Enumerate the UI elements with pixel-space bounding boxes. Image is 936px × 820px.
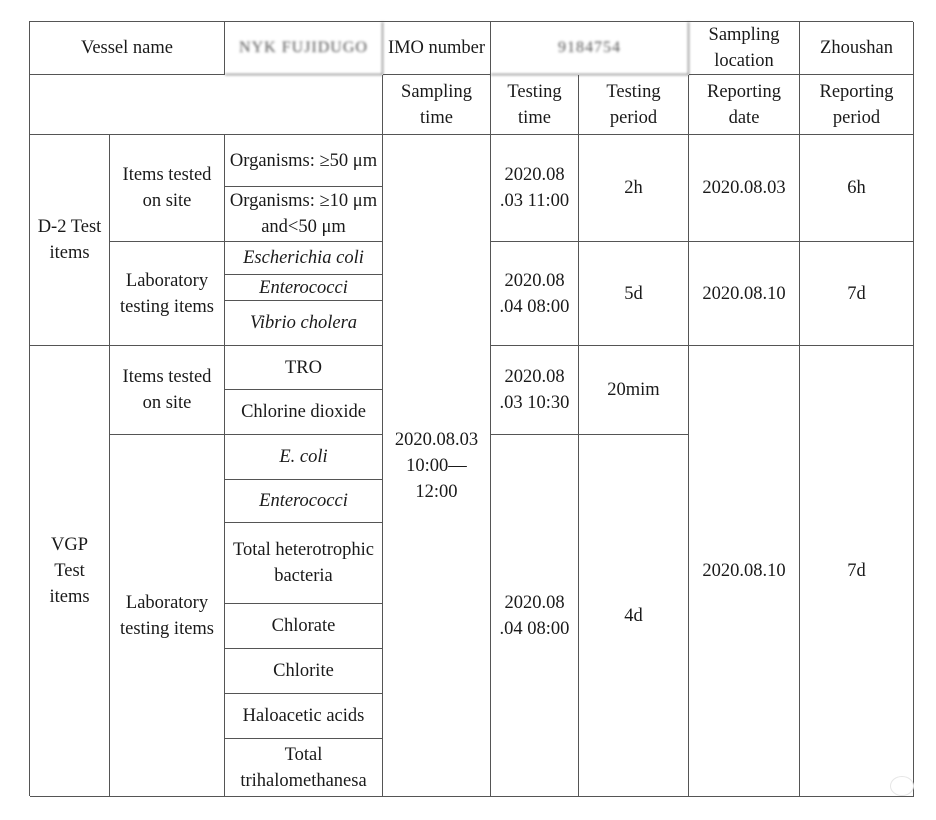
- sampling-location-value: Zhoushan: [800, 22, 914, 75]
- vgp-lab-item: Chlorate: [225, 604, 383, 649]
- d2-onsite-label: Items tested on site: [110, 135, 225, 242]
- vgp-lab-item: Haloacetic acids: [225, 694, 383, 739]
- d2-section-label: D-2 Test items: [30, 135, 110, 346]
- vgp-onsite-item: TRO: [225, 346, 383, 390]
- reporting-date-header: Reporting date: [689, 75, 800, 135]
- vessel-name-label: Vessel name: [30, 22, 225, 75]
- sampling-location-label: Sampling location: [689, 22, 800, 75]
- d2-lab-item: Vibrio cholera: [225, 301, 383, 346]
- vgp-onsite-testing-time: 2020.08 .03 10:30: [491, 346, 579, 435]
- vgp-onsite-label: Items tested on site: [110, 346, 225, 435]
- d2-lab-reporting-period: 7d: [800, 242, 914, 346]
- vgp-lab-item: E. coli: [225, 435, 383, 480]
- blank-header-cell: [30, 75, 383, 135]
- d2-lab-testing-period: 5d: [579, 242, 689, 346]
- testing-time-header: Testing time: [491, 75, 579, 135]
- d2-lab-label: Laboratory testing items: [110, 242, 225, 346]
- d2-onsite-item: Organisms: ≥10 μm and<50 μm: [225, 187, 383, 242]
- vessel-name-value: NYK FUJIDUGO: [225, 22, 383, 75]
- imo-number-value: 9184754: [491, 22, 689, 75]
- vgp-lab-label: Laboratory testing items: [110, 435, 225, 797]
- imo-number-label: IMO number: [383, 22, 491, 75]
- reporting-period-header: Reporting period: [800, 75, 914, 135]
- testing-period-header: Testing period: [579, 75, 689, 135]
- d2-onsite-reporting-period: 6h: [800, 135, 914, 242]
- d2-onsite-reporting-date: 2020.08.03: [689, 135, 800, 242]
- d2-lab-item: Enterococci: [225, 275, 383, 301]
- vgp-lab-testing-time: 2020.08 .04 08:00: [491, 435, 579, 797]
- watermark-circle-icon: [890, 776, 914, 796]
- vgp-lab-item: Enterococci: [225, 480, 383, 523]
- vgp-reporting-period: 7d: [800, 346, 914, 797]
- vgp-lab-item: Chlorite: [225, 649, 383, 694]
- d2-lab-item: Escherichia coli: [225, 242, 383, 275]
- d2-lab-testing-time: 2020.08 .04 08:00: [491, 242, 579, 346]
- vgp-lab-testing-period: 4d: [579, 435, 689, 797]
- vgp-onsite-item: Chlorine dioxide: [225, 390, 383, 435]
- vgp-reporting-date: 2020.08.10: [689, 346, 800, 797]
- d2-onsite-testing-period: 2h: [579, 135, 689, 242]
- sampling-time-value: 2020.08.03 10:00—12:00: [383, 135, 491, 797]
- vgp-section-label: VGP Test items: [30, 346, 110, 797]
- test-schedule-table: [29, 21, 913, 796]
- d2-onsite-testing-time: 2020.08 .03 11:00: [491, 135, 579, 242]
- vgp-onsite-testing-period: 20mim: [579, 346, 689, 435]
- vgp-lab-item: Total trihalomethanesa: [225, 739, 383, 797]
- d2-lab-reporting-date: 2020.08.10: [689, 242, 800, 346]
- sampling-time-header: Sampling time: [383, 75, 491, 135]
- vgp-lab-item: Total heterotrophic bacteria: [225, 523, 383, 604]
- d2-onsite-item: Organisms: ≥50 μm: [225, 135, 383, 187]
